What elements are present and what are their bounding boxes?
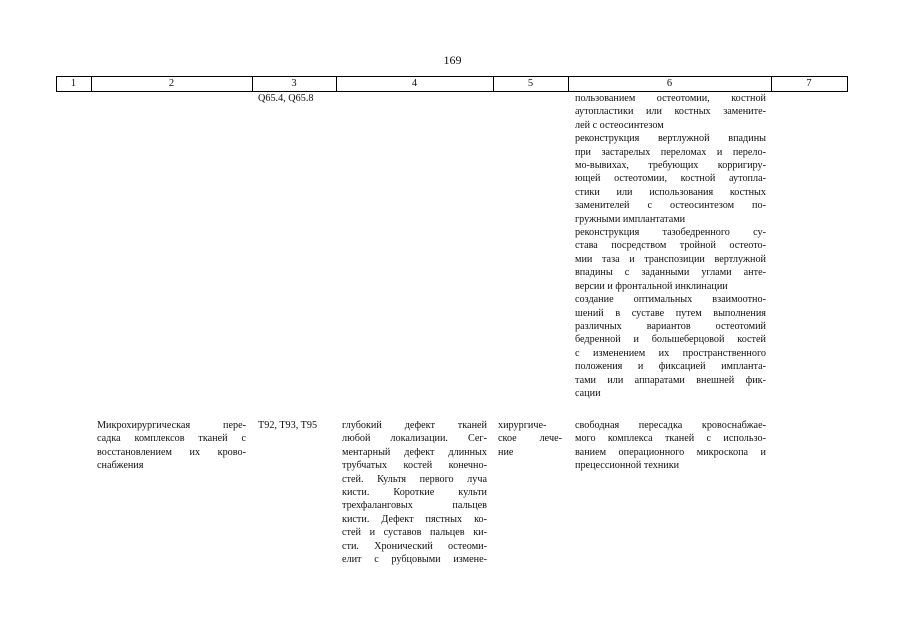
text-line: кисти. Дефект пястных ко- bbox=[342, 513, 487, 525]
text-line: трехфаланговых пальцев bbox=[342, 500, 487, 512]
text-line: гружными имплантатами bbox=[575, 213, 686, 225]
text-line: заменителей с остеосинтезом по- bbox=[575, 200, 766, 212]
text-line: версии и фронтальной инклинации bbox=[575, 280, 728, 292]
text-line: реконструкция тазобедренного су- bbox=[575, 227, 766, 239]
text-line: ющей остеотомии, костной аутопла- bbox=[575, 173, 766, 185]
column-header-7: 7 bbox=[806, 78, 812, 89]
text-line: стей и суставов пальцев ки- bbox=[342, 527, 487, 539]
column-header-2: 2 bbox=[168, 78, 175, 89]
icd-code-line: Q65.4, Q65.8 bbox=[258, 93, 314, 104]
text-line: Микрохирургическая пере- bbox=[97, 420, 246, 431]
text-line: сации bbox=[575, 387, 601, 399]
text-line: аутопластики или костных замените- bbox=[575, 106, 766, 118]
text-line: мо-вывихах, требующих корригиру- bbox=[575, 160, 766, 172]
text-line: сти. Хронический остеоми- bbox=[342, 540, 487, 552]
text-line: прецессионной техники bbox=[575, 460, 680, 472]
row2-treatment-method bbox=[575, 419, 766, 473]
text-line: реконструкция вертлужной впадины bbox=[575, 133, 766, 145]
text-line: мого комплекса тканей с использо- bbox=[575, 433, 766, 445]
text-line: шений в суставе путем выполнения bbox=[575, 307, 766, 319]
text-line: ние bbox=[498, 446, 514, 458]
text-line: с изменением их пространственного bbox=[575, 347, 766, 359]
text-line: ванием операционного микроскопа и bbox=[575, 446, 766, 458]
column-header-4: 4 bbox=[411, 78, 418, 89]
text-line: глубокий дефект тканей bbox=[342, 420, 487, 431]
text-line: свободная пересадка кровоснабжае- bbox=[575, 420, 766, 431]
text-line: лей с остеосинтезом bbox=[575, 119, 664, 131]
text-line: кисти. Короткие культи bbox=[342, 487, 487, 499]
column-header-5: 5 bbox=[527, 78, 534, 89]
row1-treatment-methods bbox=[575, 92, 766, 400]
text-line: восстановлением их крово- bbox=[97, 446, 246, 458]
text-line: мии таза и транспозиции вертлужной bbox=[575, 253, 766, 265]
column-header-1: 1 bbox=[70, 78, 77, 89]
text-line: стики или использования костных bbox=[575, 186, 766, 198]
column-header-6: 6 bbox=[666, 78, 673, 89]
text-line: тами или аппаратами внешней фик- bbox=[575, 374, 766, 386]
text-line: елит с рубцовыми измене- bbox=[342, 554, 487, 566]
icd-code-line: T92, T93, T95 bbox=[258, 420, 318, 431]
row2-care-type bbox=[97, 419, 246, 473]
column-header-3: 3 bbox=[291, 78, 297, 89]
text-line: хирургиче- bbox=[498, 420, 547, 431]
text-line: любой локализации. Сег- bbox=[342, 433, 487, 445]
row2-icd-codes bbox=[258, 419, 336, 432]
text-line: ментарный дефект длинных bbox=[342, 446, 487, 458]
text-line: положения и фиксацией импланта- bbox=[575, 361, 766, 373]
text-line: трубчатых костей конечно- bbox=[342, 460, 487, 472]
text-line: различных вариантов остеотомий bbox=[575, 320, 766, 332]
text-line: садка комплексов тканей с bbox=[97, 433, 246, 445]
text-line: ское лече- bbox=[498, 433, 562, 445]
text-line: при застарелых переломах и перело- bbox=[575, 146, 766, 158]
text-line: стей. Культя первого луча bbox=[342, 473, 487, 485]
text-line: создание оптимальных взаимоотно- bbox=[575, 294, 766, 306]
column-divider bbox=[847, 76, 848, 91]
text-line: впадины с заданными углами анте- bbox=[575, 267, 766, 279]
row1-icd-codes bbox=[258, 92, 336, 105]
text-line: пользованием остеотомии, костной bbox=[575, 93, 766, 104]
row2-patient-model bbox=[342, 419, 487, 566]
text-line: бедренной и большеберцовой костей bbox=[575, 334, 766, 346]
page-number: 169 bbox=[443, 53, 462, 67]
text-line: снабжения bbox=[97, 460, 144, 472]
text-line: става посредством тройной остеото- bbox=[575, 240, 766, 252]
row2-treatment-type bbox=[498, 419, 562, 459]
